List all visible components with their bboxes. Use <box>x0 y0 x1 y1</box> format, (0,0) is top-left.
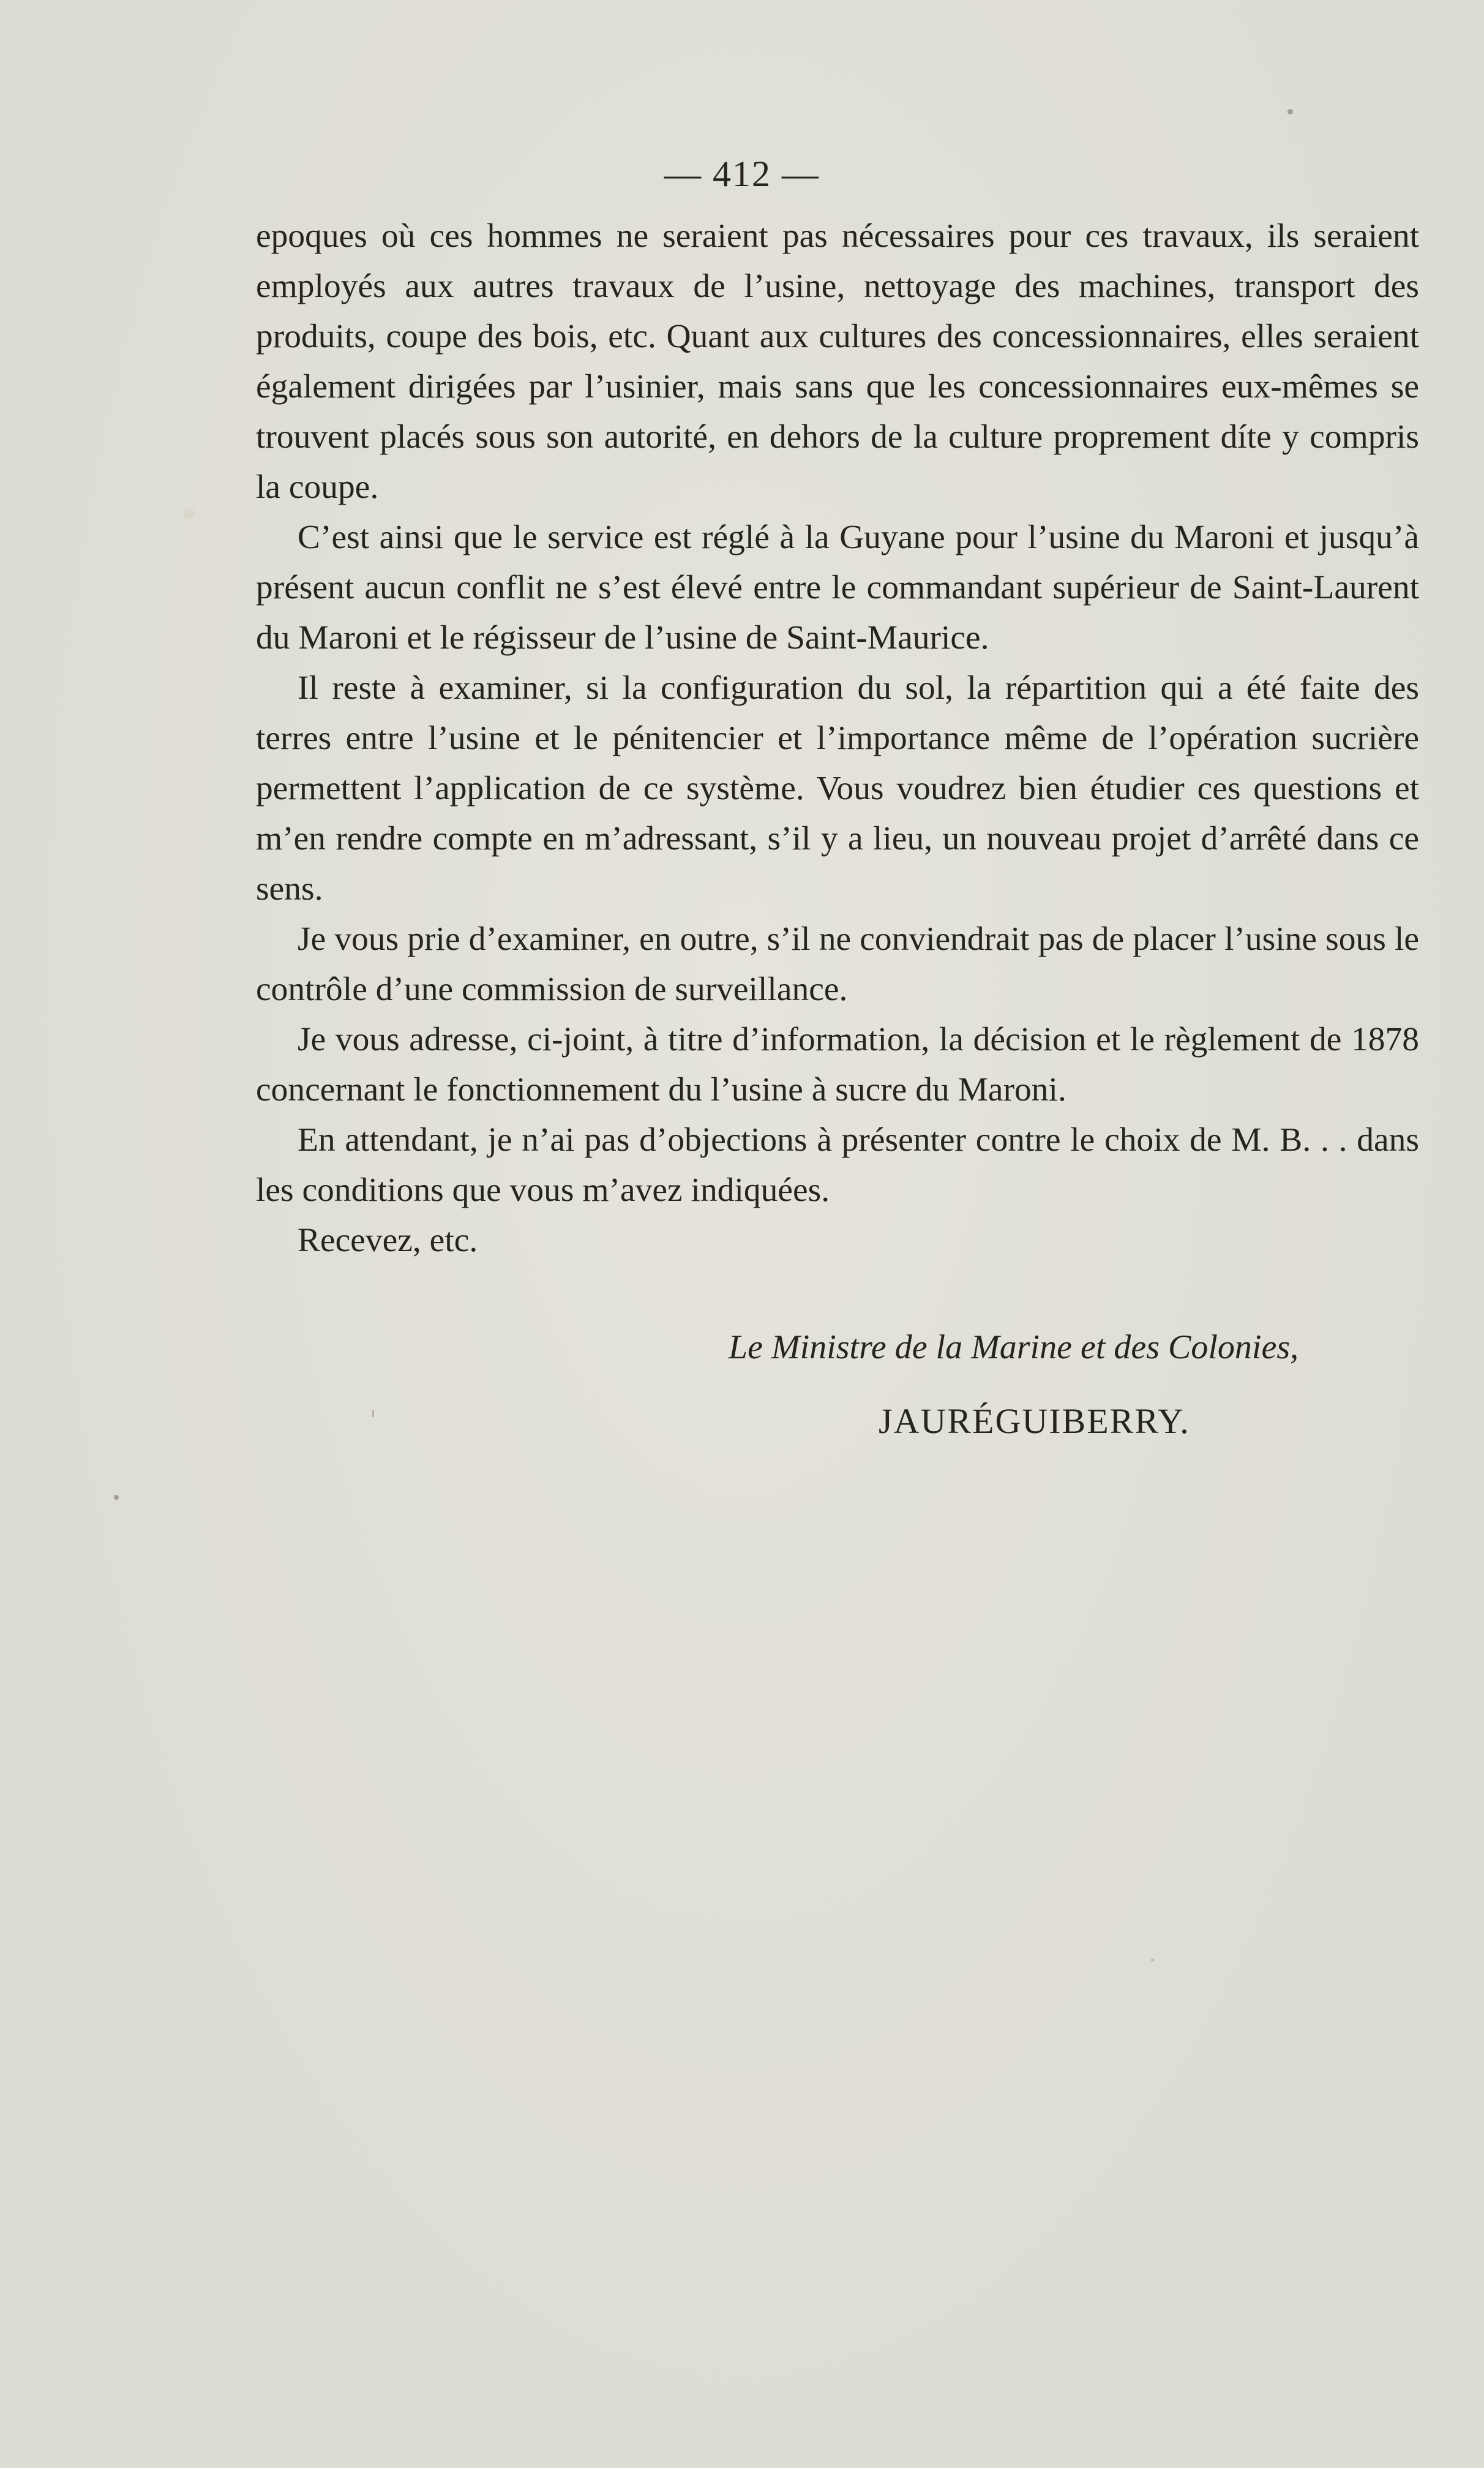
body-text <box>256 211 1419 1266</box>
paragraph-6: En attendant, je n’ai pas d’objections à présenter contre le choix de M. B. . . dans les conditions que vous m’avez indiquées. <box>256 1121 1419 1209</box>
paper-speck <box>114 1495 119 1500</box>
paragraph-7: Recevez, etc. <box>298 1222 478 1259</box>
page-number: — 412 — <box>664 154 820 194</box>
paragraph-3: Il reste à examiner, si la configuration du sol, la répartition qui a été faite des terres entre l’usine et le pénitencier et l’importance même de l’opération sucrière permettent l’application de ce système. Vous voudrez bien étudier ces questions et m’en rendre compte en m’adressant, s’il y a lieu, un nouveau projet d’arrêté dans ce sens. <box>256 669 1419 908</box>
paragraph-4: Je vous prie d’examiner, en outre, s’il ne conviendrait pas de placer l’usine sous le contrôle d’une commission de surveillance. <box>256 920 1419 1008</box>
signature-name: JAURÉGUIBERRY. <box>879 1401 1190 1441</box>
paper-speck <box>372 1410 374 1417</box>
paper-speck <box>1287 109 1293 115</box>
paragraph-5: Je vous adresse, ci-joint, à titre d’information, la décision et le règlement de 1878 concernant le fonctionnement du l’usine à sucre du Maroni. <box>256 1021 1419 1108</box>
signature-title: Le Ministre de la Marine et des Colonies, <box>729 1328 1299 1366</box>
paragraph-1: epoques où ces hommes ne seraient pas nécessaires pour ces travaux, ils seraient employés aux autres travaux de l’usine, nettoyage des machines, transport des produits, coupe des bois, etc. Quant aux cultures des concessionnaires, elles seraient également dirigées par l’usinier, mais sans que les concessionnaires eux-mêmes se trouvent placés sous son autorité, en dehors de la culture proprement díte y compris la coupe. <box>256 217 1419 506</box>
paragraph-2: C’est ainsi que le service est réglé à la Guyane pour l’usine du Maroni et jusqu’à présent aucun conflit ne s’est élevé entre le commandant supérieur de Saint-Laurent du Maroni et le régisseur de l’usine de Saint-Maurice. <box>256 519 1419 657</box>
paper-speck <box>1151 1958 1154 1962</box>
paper-speck <box>184 508 195 519</box>
